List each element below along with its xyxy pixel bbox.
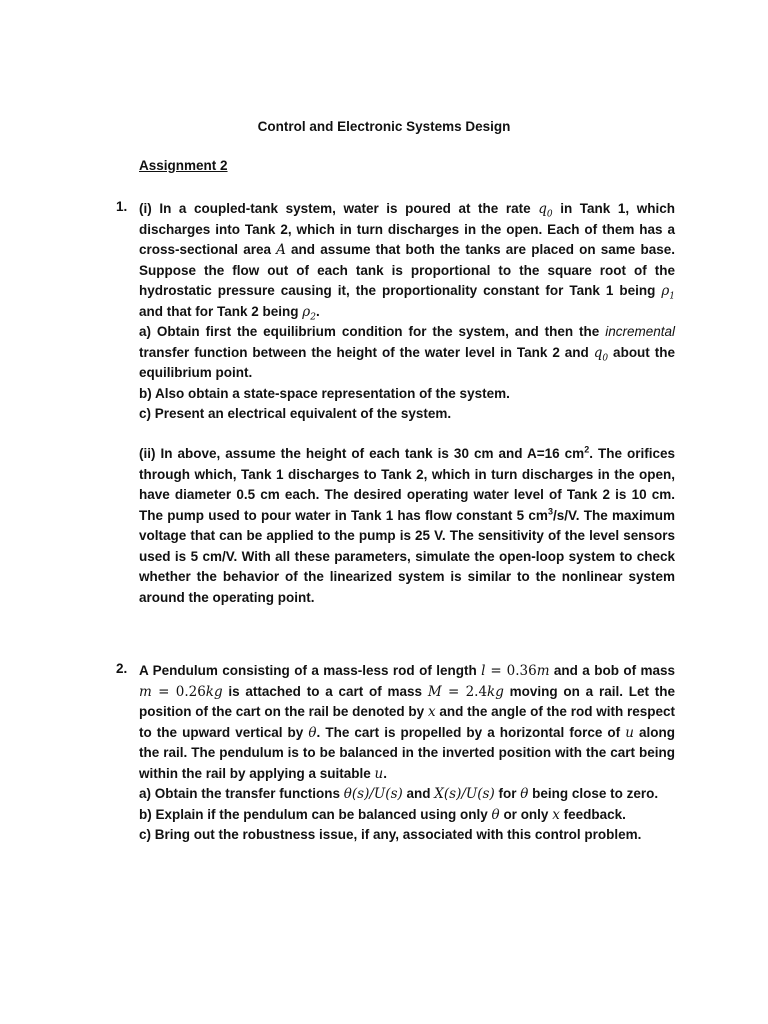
var-rho2: $\rho_2$ (302, 303, 316, 323)
question-1-part-ii: (ii) In above, assume the height of each tank is 30 cm and A=16 $cm^2$. The orifices through which, Tank 1 discharges to Tank 2, which in turn discharges in the open, have diameter 0.5 cm each. The desired operating water level of Tank 2 is 10 cm. The pump used to pour water in Tank 1 has flow constant 5 $cm^3/s/V$. The maximum voltage that can be applied to the pump is 25 V. The sensitivity of the level sensors used is 5 cm/V. With all these parameters, simulate the open-loop system to check whether the behavior of the linearized system is similar to the nonlinear system around the operating point. (139, 444, 676, 605)
page-title: Control and Electronic Systems Design (257, 119, 511, 134)
question-2-part-b: b) Explain if the pendulum can be balanced using only θ or only x feedback. (139, 806, 626, 823)
question-2-statement: A Pendulum consisting of a mass-less rod of length l = 0.36m and a bob of mass m = 0.26kg is attached to a cart of mass M = 2.4kg moving on a rail. Let the position of the cart on the rail be denoted by x and the angle of the rod with respect to the upward vertical by θ. The cart is propelled by a horizontal force of u along the rail. The pendulum is to be balanced in the inverted position with the cart being within the rail by applying a suitable u. (139, 663, 676, 782)
var-A: A (276, 242, 286, 258)
question-1-part-i: (i) In a coupled-tank system, water is poured at the rate $q_0$ in Tank 1, which discharges into Tank 2, which in turn discharges in the open. Each of them has a cross-sectional area A and assume that both the tanks are placed on same base. Suppose the flow out of each tank is proportional to the square root of the hydrostatic pressure causing it, the proportionality constant for Tank 1 being $\rho_1$ and that for Tank 2 being $\rho_2$. (139, 201, 675, 323)
var-q0: $q_0$ (538, 201, 553, 220)
question-1-part-c: c) Present an electrical equivalent of the system. (139, 406, 452, 421)
question-2-number: 2. (116, 661, 128, 676)
question-1 (139, 199, 675, 425)
assignment-heading: Assignment 2 (139, 158, 228, 173)
question-2 (139, 661, 675, 846)
question-1-part-a: a) Obtain first the equilibrium condition for the system, and then the incremental transfer function between the height of the water level in Tank 2 and $q_0$ about the equilibrium point. (139, 324, 675, 380)
question-1-part-b: b) Also obtain a state-space representation of the system. (139, 385, 510, 401)
question-2-part-c: c) Bring out the robustness issue, if any, associated with this control problem. (139, 827, 642, 842)
var-rho1: $\rho_1$ (661, 283, 675, 302)
question-1-number: 1. (116, 199, 128, 214)
question-2-part-a: a) Obtain the transfer functions θ(s)/U(s) and X(s)/U(s) for θ being close to zero. (139, 786, 659, 802)
